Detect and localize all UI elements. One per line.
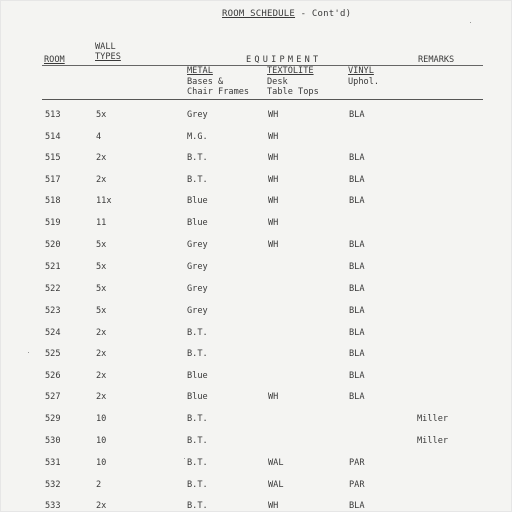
cell-wall-type: 5x	[96, 306, 107, 316]
title-main: ROOM SCHEDULE	[222, 9, 296, 19]
cell-textolite: WH	[268, 218, 279, 228]
cell-room: 529	[45, 414, 61, 424]
scan-speck	[28, 352, 29, 353]
cell-vinyl: BLA	[349, 328, 365, 338]
table-row	[0, 371, 512, 385]
cell-wall-type: 10	[96, 458, 107, 468]
cell-room: 515	[45, 153, 61, 163]
cell-textolite: WH	[268, 132, 279, 142]
cell-vinyl: BLA	[349, 349, 365, 359]
header-rule-bottom	[42, 99, 483, 100]
table-row	[0, 132, 512, 146]
cell-wall-type: 10	[96, 414, 107, 424]
cell-metal: Grey	[187, 240, 208, 250]
table-row	[0, 436, 512, 450]
table-row	[0, 218, 512, 232]
cell-wall-type: 10	[96, 436, 107, 446]
cell-wall-type: 5x	[96, 262, 107, 272]
table-row	[0, 349, 512, 363]
cell-room: 525	[45, 349, 61, 359]
cell-room: 533	[45, 501, 61, 511]
header-wall-line2: TYPES	[95, 52, 121, 62]
subheader-vinyl-line2: Uphol.	[348, 76, 380, 87]
cell-vinyl: BLA	[349, 392, 365, 402]
subheader-textolite-line3: Table Tops	[267, 87, 319, 97]
cell-textolite: WAL	[268, 458, 284, 468]
title-suffix: - Cont'd)	[295, 9, 352, 19]
cell-metal: B.T.	[187, 175, 208, 185]
subheader-vinyl-title: VINYL	[348, 66, 374, 76]
cell-wall-type: 4	[96, 132, 102, 142]
cell-metal: Grey	[187, 284, 208, 294]
cell-textolite: WH	[268, 175, 279, 185]
cell-remarks: Miller	[417, 414, 449, 424]
table-row	[0, 175, 512, 189]
cell-room: 521	[45, 262, 61, 272]
subheader-textolite-title: TEXTOLITE	[267, 66, 314, 76]
table-row	[0, 392, 512, 406]
cell-metal: B.T.	[187, 414, 208, 424]
cell-vinyl: BLA	[349, 110, 365, 120]
cell-vinyl: BLA	[349, 371, 365, 381]
cell-metal: B.T.	[187, 480, 208, 490]
table-row	[0, 153, 512, 167]
cell-vinyl: BLA	[349, 284, 365, 294]
cell-vinyl: BLA	[349, 153, 365, 163]
cell-room: 530	[45, 436, 61, 446]
table-row	[0, 414, 512, 428]
subheader-metal	[187, 66, 249, 98]
header-wall-line1: WALL	[95, 42, 116, 52]
cell-wall-type: 2x	[96, 392, 107, 402]
cell-textolite: WH	[268, 501, 279, 511]
cell-textolite: WH	[268, 240, 279, 250]
cell-wall-type: 11x	[96, 196, 112, 206]
subheader-textolite	[267, 66, 319, 98]
cell-metal: B.T.	[187, 328, 208, 338]
cell-vinyl: BLA	[349, 501, 365, 511]
cell-metal: Blue	[187, 196, 208, 206]
cell-room: 518	[45, 196, 61, 206]
cell-wall-type: 2x	[96, 501, 107, 511]
cell-vinyl: BLA	[349, 262, 365, 272]
cell-remarks: Miller	[417, 436, 449, 446]
cell-wall-type: 2x	[96, 153, 107, 163]
cell-metal: Grey	[187, 110, 208, 120]
cell-room: 523	[45, 306, 61, 316]
table-row	[0, 262, 512, 276]
cell-vinyl: BLA	[349, 196, 365, 206]
cell-vinyl: BLA	[349, 306, 365, 316]
cell-wall-type: 5x	[96, 110, 107, 120]
header-equipment: EQUIPMENT	[246, 55, 322, 65]
cell-wall-type: 2x	[96, 175, 107, 185]
subheader-vinyl	[348, 66, 379, 87]
cell-room: 519	[45, 218, 61, 228]
header-wall-types	[95, 42, 121, 62]
cell-room: 513	[45, 110, 61, 120]
cell-metal: B.T.	[187, 501, 208, 511]
cell-textolite: WH	[268, 153, 279, 163]
table-row	[0, 110, 512, 124]
scan-speck	[470, 22, 471, 23]
header-remarks: REMARKS	[418, 55, 455, 65]
cell-metal: M.G.	[187, 132, 208, 142]
cell-metal: B.T.	[187, 458, 208, 468]
cell-metal: Blue	[187, 392, 208, 402]
cell-metal: Blue	[187, 218, 208, 228]
cell-wall-type: 11	[96, 218, 107, 228]
table-row	[0, 196, 512, 210]
table-row	[0, 458, 512, 472]
cell-metal: Grey	[187, 262, 208, 272]
cell-metal: B.T.	[187, 153, 208, 163]
cell-wall-type: 5x	[96, 240, 107, 250]
subheader-metal-title: METAL	[187, 66, 213, 76]
cell-metal: Grey	[187, 306, 208, 316]
table-row	[0, 501, 512, 515]
cell-metal: Blue	[187, 371, 208, 381]
cell-wall-type: 2	[96, 480, 102, 490]
header-room: ROOM	[44, 55, 65, 65]
cell-vinyl: BLA	[349, 240, 365, 250]
cell-wall-type: 5x	[96, 284, 107, 294]
cell-wall-type: 2x	[96, 328, 107, 338]
cell-vinyl: PAR	[349, 458, 365, 468]
cell-wall-type: 2x	[96, 349, 107, 359]
table-row	[0, 328, 512, 342]
subheader-metal-line3: Chair Frames	[187, 87, 250, 97]
table-row	[0, 284, 512, 298]
cell-room: 524	[45, 328, 61, 338]
subheader-textolite-line2: Desk	[267, 76, 288, 87]
cell-room: 531	[45, 458, 61, 468]
subheader-metal-line2: Bases &	[187, 76, 224, 87]
scan-speck	[184, 458, 185, 459]
cell-metal: B.T.	[187, 436, 208, 446]
cell-textolite: WH	[268, 196, 279, 206]
table-row	[0, 480, 512, 494]
cell-room: 517	[45, 175, 61, 185]
cell-textolite: WH	[268, 110, 279, 120]
cell-wall-type: 2x	[96, 371, 107, 381]
cell-metal: B.T.	[187, 349, 208, 359]
cell-textolite: WAL	[268, 480, 284, 490]
header-rule-top	[42, 65, 483, 66]
cell-room: 522	[45, 284, 61, 294]
cell-room: 514	[45, 132, 61, 142]
table-row	[0, 306, 512, 320]
cell-room: 526	[45, 371, 61, 381]
cell-room: 527	[45, 392, 61, 402]
cell-vinyl: PAR	[349, 480, 365, 490]
table-row	[0, 240, 512, 254]
cell-room: 520	[45, 240, 61, 250]
cell-vinyl: BLA	[349, 175, 365, 185]
page-title	[222, 9, 351, 19]
cell-textolite: WH	[268, 392, 279, 402]
cell-room: 532	[45, 480, 61, 490]
